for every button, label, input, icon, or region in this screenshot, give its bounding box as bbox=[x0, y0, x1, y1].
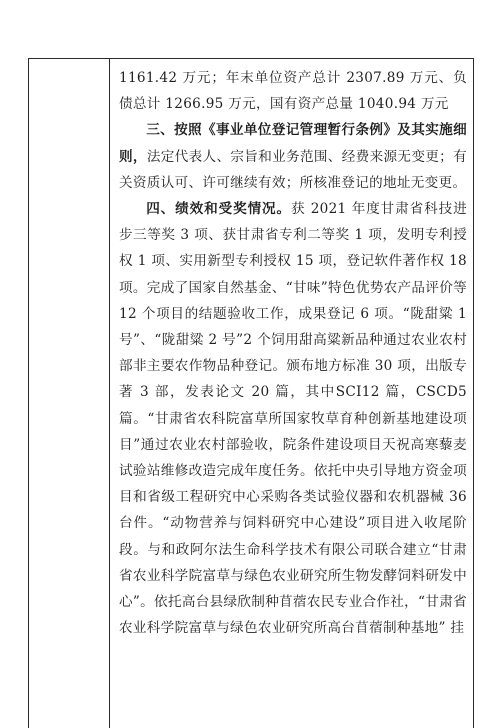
table-content-cell bbox=[119, 65, 467, 641]
section-3-heading: 三、按照《事业单位登记管理暂行条例》及其实施细则， bbox=[119, 122, 467, 165]
paragraph-assets: 1161.42 万元；年末单位资产总计 2307.89 万元、负债总计 1266.95 万元，国有资产总量 1040.94 万元 bbox=[119, 70, 467, 113]
section-4-heading: 四、绩效和受奖情况。 bbox=[146, 201, 292, 218]
section-4-body: 获 2021 年度甘肃省科技进步三等奖 3 项、获甘肃省专利二等奖 1 项，发明专利授权 1 项、实用新型专利授权 15 项，登记软件著作权 18 项。完成了国家自然基金、“甘味”特色优势农产品评价等 12 个项目的结题验收工作，成果登记 6 项。“陇甜粱 1 号”、“陇甜粱 2 号”2 个饲用甜高粱新品种通过农业农村部非主要农作物品种登记。颁布地方标准 30 项，出版专著 3 部，发表论文 20 篇，其中SCI12 篇，CSCD5 篇。“甘肃省农科院富草所国家牧草育种创新基地建设项目”通过农业农村部验收，院条件建设项目天祝高寒藜麦试验站维修改造完成年度任务。依托中央引导地方资金项目和省级工程研究中心采购各类试验仪器和农机器械 36 台件。“动物营养与饲料研究中心建设”项目进入收尾阶段。与和政阿尔法生命科学技术有限公司联合建立“甘肃省农业科学院富草与绿色农业研究所生物发酵饲料研发中心”。依托高台县绿欣制种苜蓿农民专业合作社，“甘肃省农业科学院富草与绿色农业研究所高台苜蓿制种基地” 挂 bbox=[119, 201, 467, 637]
table-label-column bbox=[29, 59, 110, 728]
section-3-body: 法定代表人、宗旨和业务范围、经费来源无变更；有关资质认可、许可继续有效；所核准登记的地址无变更。 bbox=[119, 148, 467, 191]
paragraph-section-3 bbox=[119, 117, 467, 196]
paragraph-section-4 bbox=[119, 196, 467, 641]
report-table bbox=[28, 58, 474, 728]
